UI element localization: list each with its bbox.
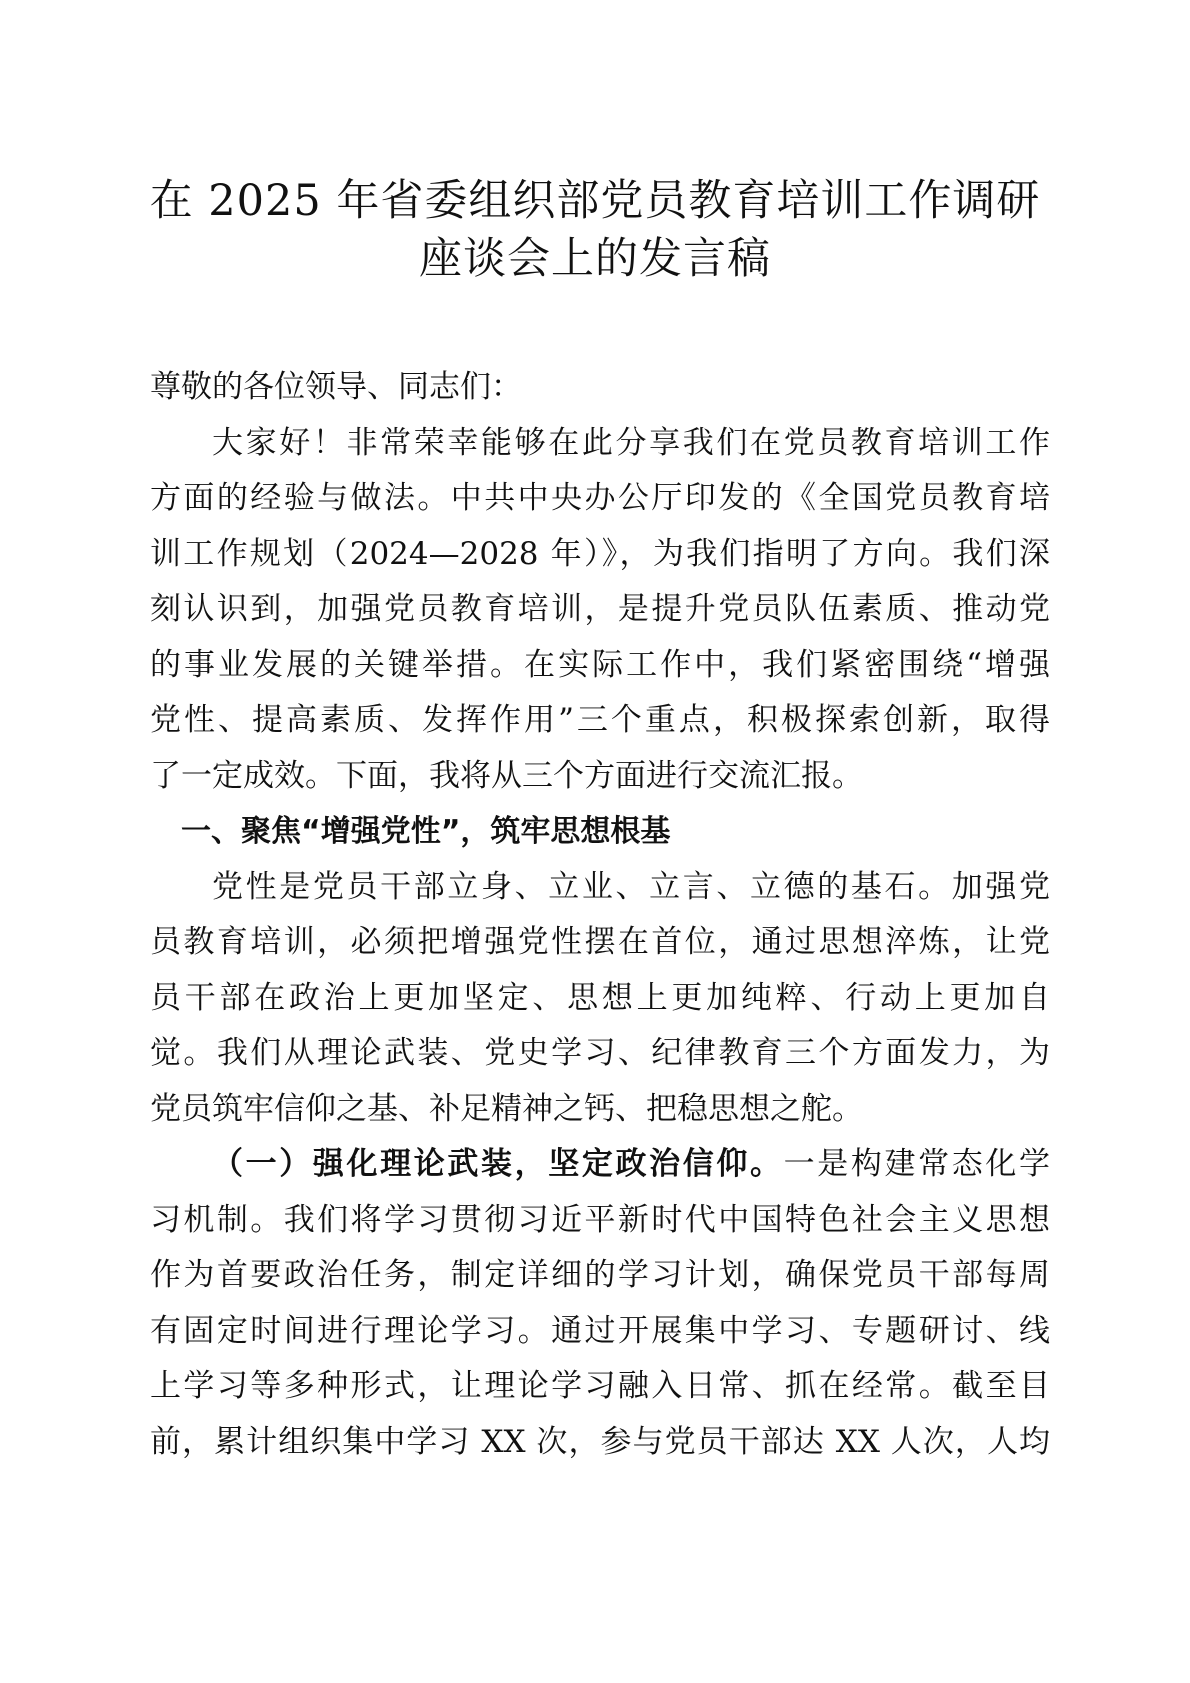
intro-paragraph (150, 416, 1050, 805)
salutation: 尊敬的各位领导、同志们： (150, 369, 522, 405)
section-heading-1: 一、聚焦“增强党性”，筑牢思想根基 (181, 814, 671, 849)
subsection-first-line (150, 1137, 1050, 1193)
paragraph-line: 训工作规划（2024—2028 年）》，为我们指明了方向。我们深 (150, 535, 1050, 572)
paragraph-line: 党性是党员干部立身、立业、立言、立德的基石。加强党 (212, 868, 1050, 905)
title-line-2: 座谈会上的发言稿 (419, 234, 771, 284)
section1-paragraph (150, 860, 1050, 1138)
paragraph-line: 上学习等多种形式，让理论学习融入日常、抓在经常。截至目 (150, 1368, 1050, 1404)
paragraph-line: 觉。我们从理论武装、党史学习、纪律教育三个方面发力，为 (150, 1035, 1050, 1071)
title-line-1: 在 2025 年省委组织部党员教育培训工作调研 (149, 176, 1041, 226)
subsection1-paragraph (150, 1137, 1050, 1470)
document-body (150, 360, 1050, 1470)
paragraph-line: 党员筑牢信仰之基、补足精神之钙、把稳思想之舵。 (150, 1090, 863, 1127)
document-title (140, 172, 1050, 288)
paragraph-line: 习机制。我们将学习贯彻习近平新时代中国特色社会主义思想 (150, 1201, 1050, 1238)
subsection-first-tail: 一是构建常态化学 (783, 1146, 1050, 1182)
paragraph-line: 方面的经验与做法。中共中央办公厅印发的《全国党员教育培 (150, 480, 1050, 516)
paragraph-line: 了一定成效。下面，我将从三个方面进行交流汇报。 (150, 757, 863, 794)
paragraph-line: 前，累计组织集中学习 XX 次，参与党员干部达 XX 人次，人均 (150, 1423, 1050, 1460)
paragraph-line: 有固定时间进行理论学习。通过开展集中学习、专题研讨、线 (150, 1312, 1050, 1349)
paragraph-line: 员干部在政治上更加坚定、思想上更加纯粹、行动上更加自 (150, 979, 1050, 1016)
paragraph-line: 党性、提高素质、发挥作用”三个重点，积极探索创新，取得 (150, 702, 1050, 738)
paragraph-line: 的事业发展的关键举措。在实际工作中，我们紧密围绕“增强 (150, 646, 1050, 683)
subsection-heading-1: （一）强化理论武装，坚定政治信仰。 (212, 1146, 784, 1182)
paragraph-line: 作为首要政治任务，制定详细的学习计划，确保党员干部每周 (150, 1257, 1050, 1293)
paragraph-line: 员教育培训，必须把增强党性摆在首位，通过思想淬炼，让党 (150, 924, 1050, 960)
paragraph-line: 大家好！非常荣幸能够在此分享我们在党员教育培训工作 (212, 424, 1050, 461)
paragraph-line: 刻认识到，加强党员教育培训，是提升党员队伍素质、推动党 (150, 591, 1050, 627)
